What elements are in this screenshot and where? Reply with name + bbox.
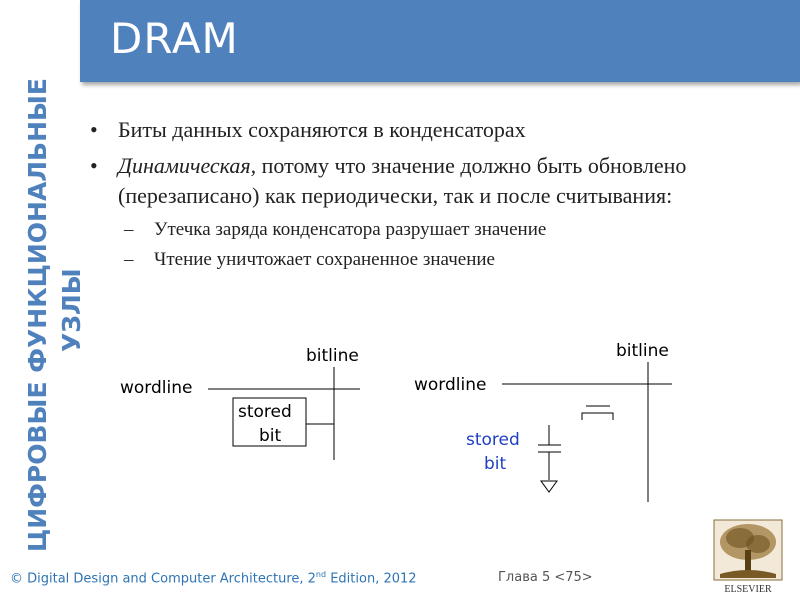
bullet-1-text: Биты данных сохраняются в конденсаторах xyxy=(118,117,526,142)
ground-icon xyxy=(541,481,557,492)
footer-left-prefix: © Digital Design and Computer Architecture, 2 xyxy=(10,571,316,587)
sub-bullet-2-text: Чтение уничтожает сохраненное значение xyxy=(154,249,495,270)
capacitor-icon xyxy=(538,425,561,480)
sub-bullet-dash: – xyxy=(124,219,134,240)
bullet-dot: • xyxy=(90,153,98,178)
footer-copyright xyxy=(10,570,417,586)
footer-left-suffix: Edition, 2012 xyxy=(326,571,417,587)
left-stored-line1: stored xyxy=(238,402,292,422)
left-stored-line2: bit xyxy=(259,426,282,446)
elsevier-logo xyxy=(710,518,786,596)
left-bitline-label: bitline xyxy=(306,346,359,366)
transistor-icon xyxy=(582,406,613,420)
slide-title: DRAM xyxy=(110,14,239,63)
sub-bullet-1-text: Утечка заряда конденсатора разрушает значение xyxy=(154,219,547,240)
side-title-line-1: ЦИФРОВЫЕ ФУНКЦИОНАЛЬНЫЕ xyxy=(23,77,52,552)
side-title-line-2: УЗЛЫ xyxy=(57,268,86,352)
diagram-right xyxy=(414,341,672,502)
diagram-left xyxy=(120,346,360,460)
bullet-dot: • xyxy=(90,117,98,142)
left-wordline-label: wordline xyxy=(120,378,193,398)
footer-left-sup: nd xyxy=(315,570,327,579)
right-bitline-label: bitline xyxy=(616,341,669,361)
right-stored-line1: stored xyxy=(466,430,520,450)
right-wordline-label: wordline xyxy=(414,375,487,395)
right-stored-line2: bit xyxy=(484,454,507,474)
sub-bullet-dash: – xyxy=(124,249,134,270)
elsevier-label: ELSEVIER xyxy=(724,584,772,595)
elsevier-tree-icon xyxy=(710,518,786,596)
bullet-2-text: потому что значение должно быть обновлено (перезаписано) как периодически, так и после считывания: xyxy=(118,153,687,208)
bullet-2-italic: Динамическая, xyxy=(118,153,257,178)
footer-page-number: Глава 5 <75> xyxy=(498,570,593,585)
